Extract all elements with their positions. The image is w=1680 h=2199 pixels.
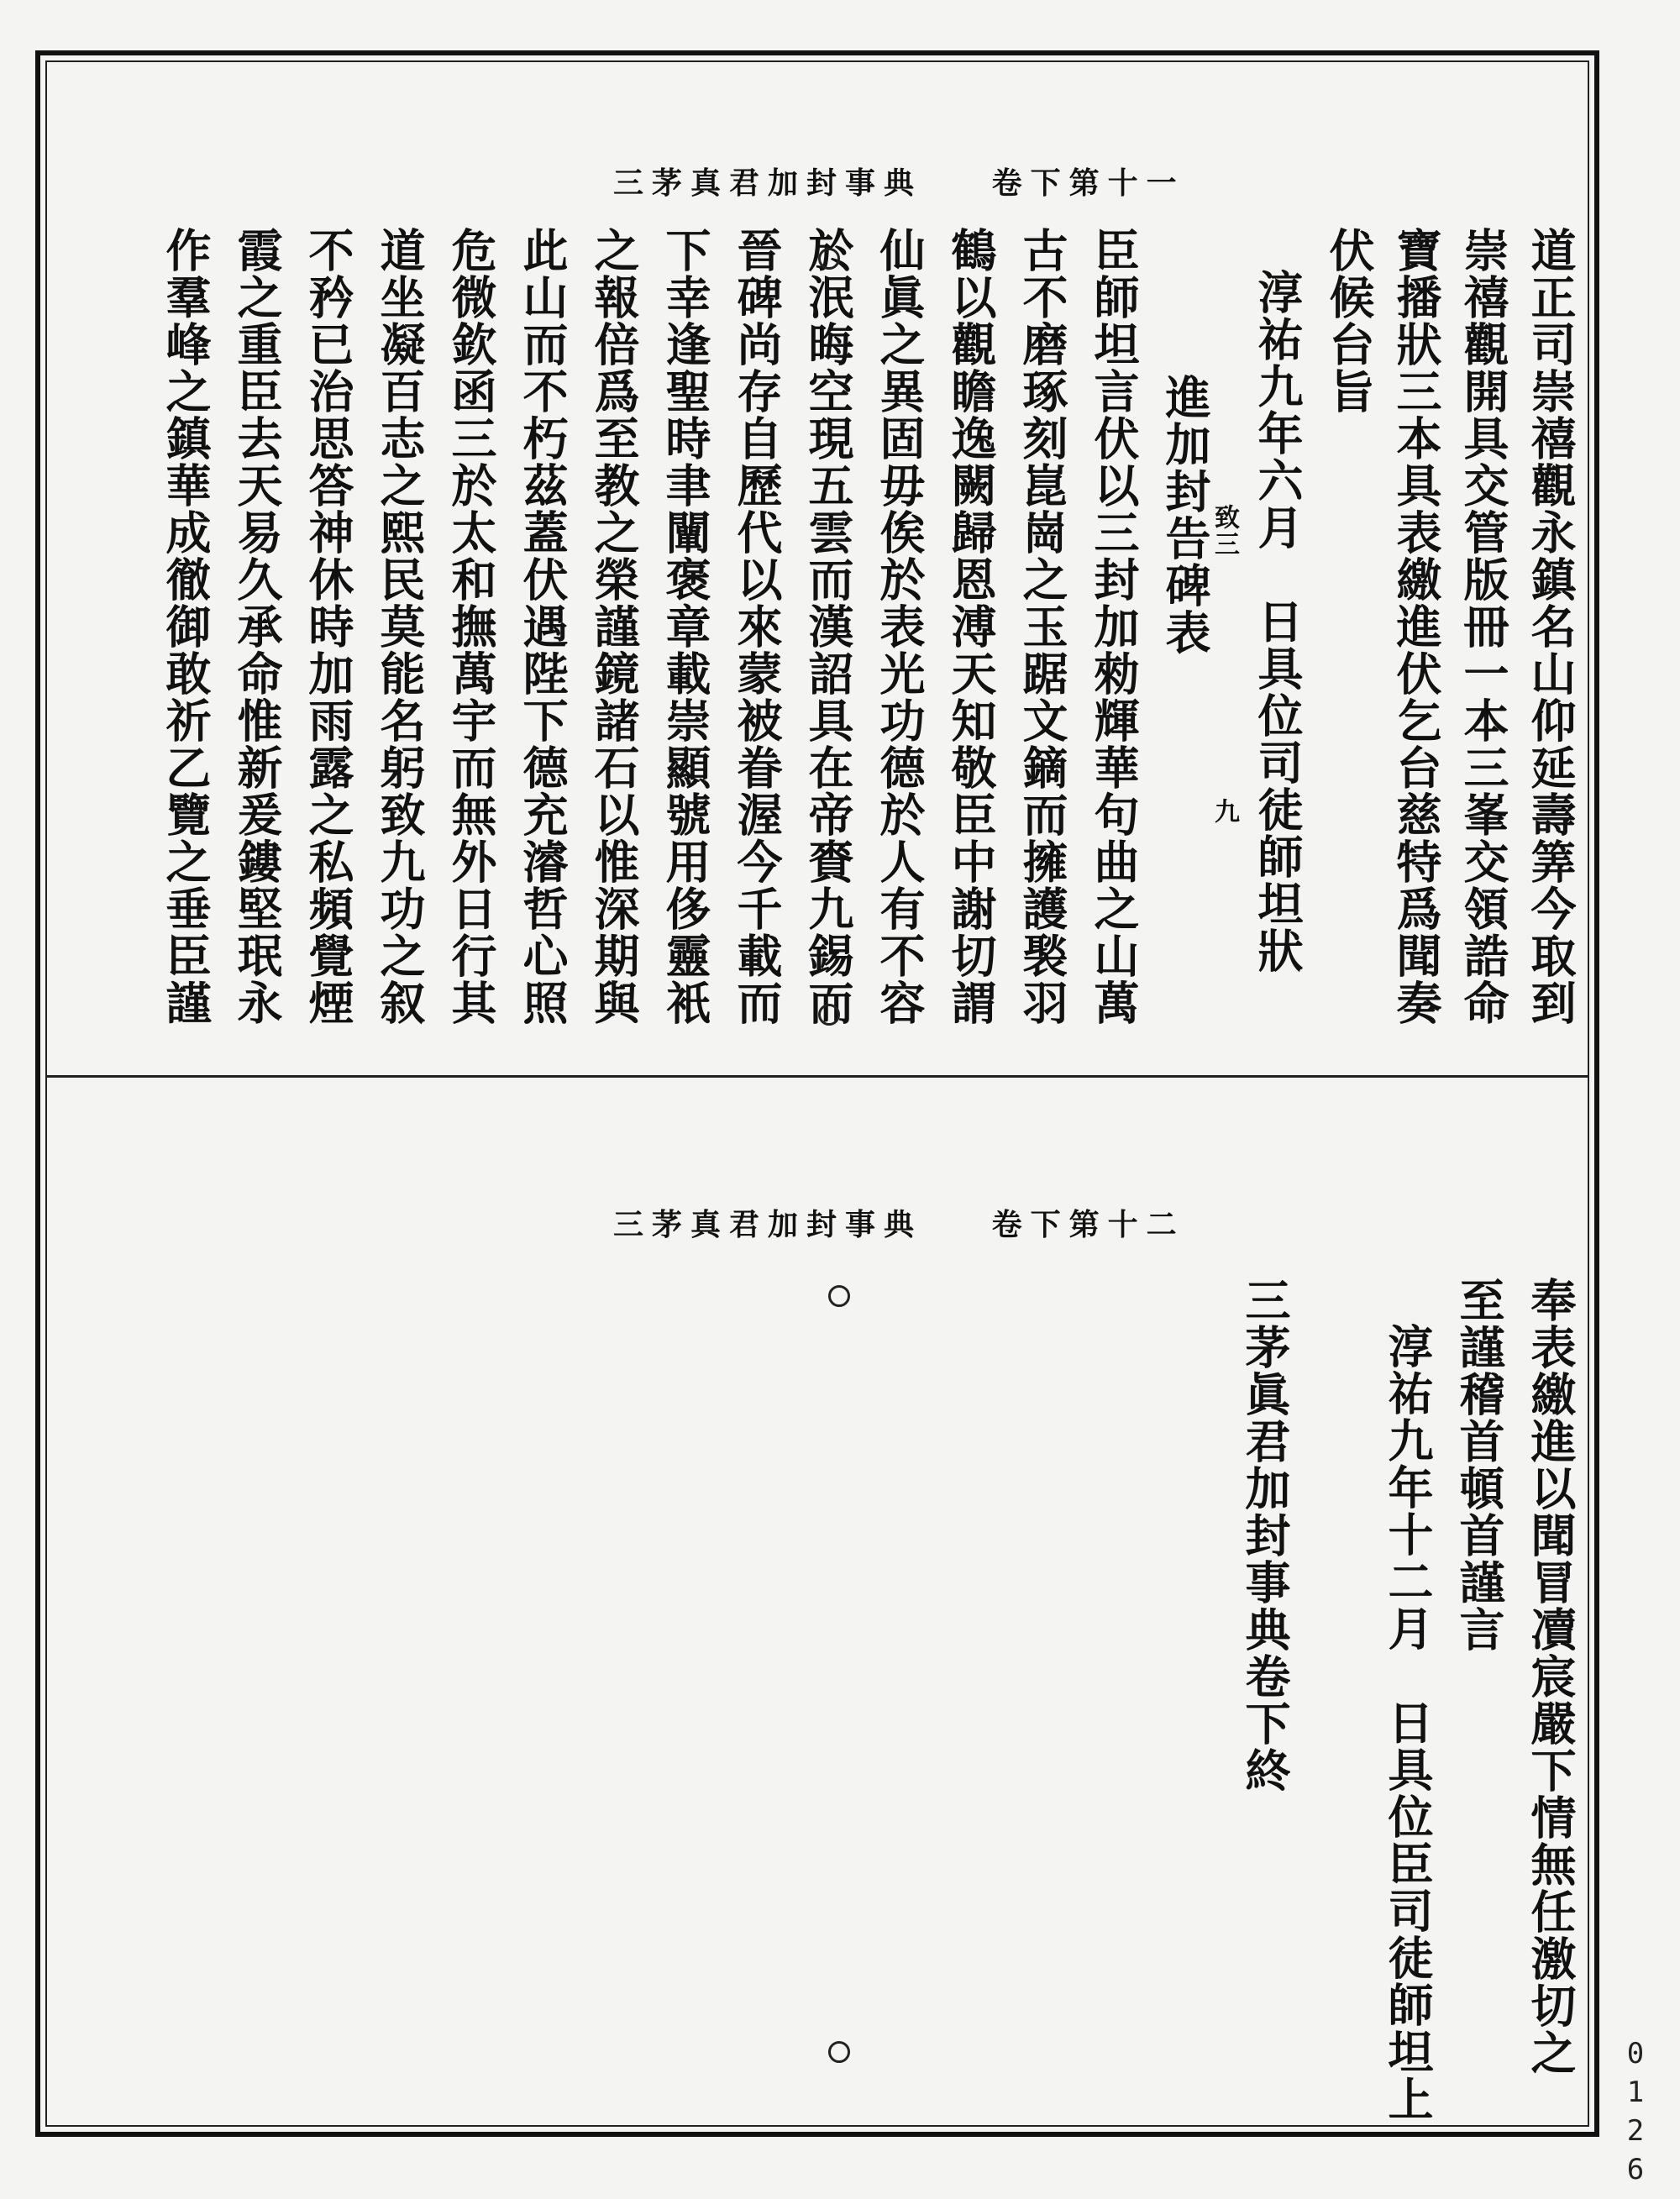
text-column: 寶播狀三本具表繳進伏乞台慈特爲聞奏 [1389, 227, 1443, 1026]
text-column: 古不磨琢刻崑崗之玉踞文鏑而擁護褧羽 [1016, 227, 1069, 1026]
lower-header-title: 三茅真君加封事典 [613, 1207, 923, 1242]
text-column: 下幸逢聖時聿闡褒章載崇顯號用侈靈衹 [659, 227, 712, 1026]
text-column: 之報倍爲至教之榮謹鏡諸石以惟深期與 [587, 227, 641, 1026]
text-column: 於泯晦空現五雲而漢詔具在帝賚九錫而 [801, 227, 855, 1026]
text-column: 崇禧觀開具交管版冊一本三峯交領誥命 [1457, 227, 1510, 1026]
text-column: 道正司崇禧觀永鎮名山仰延壽筭今取到 [1524, 227, 1578, 1026]
lower-page-header [588, 1201, 1210, 1252]
text-column: 晉碑尚存自歷代以來蒙被眷渥今千載而 [730, 227, 784, 1026]
binding-hole-mark [828, 2041, 850, 2063]
text-column: 作羣峰之鎮華成徹御敢祈乙覽之垂臣謹 [159, 227, 213, 1026]
text-column: 仙眞之異固毋俟於表光功德於人有不容 [873, 227, 927, 1026]
text-column: 淳祐九年十二月 日具位臣司徒師坦上 [1381, 1323, 1435, 2123]
annotation-zhi-san: 致三 [1210, 504, 1239, 558]
upper-header-volume: 卷下第十一 [991, 165, 1185, 201]
text-column: 鶴以觀瞻逸闕歸恩溥天知敬臣中謝切謂 [944, 227, 998, 1026]
text-column: 道坐凝百志之熙民莫能名躬致九功之叙 [373, 227, 427, 1026]
binding-hole-mark [818, 1004, 840, 1026]
upper-header-title: 三茅真君加封事典 [613, 165, 923, 201]
upper-page-header [588, 160, 1210, 210]
page-divider [45, 1075, 1589, 1078]
text-column: 臣師坦言伏以三封加勑輝華句曲之山萬 [1087, 227, 1141, 1026]
lower-header-volume: 卷下第十二 [991, 1207, 1185, 1242]
text-column: 至謹稽首頓首謹言 [1452, 1277, 1506, 1653]
binding-hole-mark [818, 248, 840, 270]
binding-hole-mark [828, 1285, 850, 1307]
text-column-heading: 進加封告碑表 [1158, 374, 1212, 656]
text-column: 淳祐九年六月 日具位司徒師坦狀 [1251, 269, 1305, 974]
annotation-jiu: 九 [1210, 798, 1239, 825]
text-column: 霞之重臣去天易久承命惟新爰鏤堅珉永 [230, 227, 284, 1026]
text-column: 伏候台旨 [1322, 227, 1376, 415]
text-column: 危微欽函三於太和撫萬宇而無外日行其 [444, 227, 498, 1026]
text-column-colophon: 三茅眞君加封事典卷下終 [1238, 1277, 1292, 1794]
page-number: 0126 [1619, 2037, 1652, 2191]
text-column: 此山而不朽茲蓋伏遇陛下德充濬哲心照 [516, 227, 570, 1026]
text-column: 不矜已治思答神休時加雨露之私頻覺煙 [302, 227, 355, 1026]
text-column: 奉表繳進以聞冒凟宸嚴下情無任激切之 [1524, 1277, 1578, 2076]
